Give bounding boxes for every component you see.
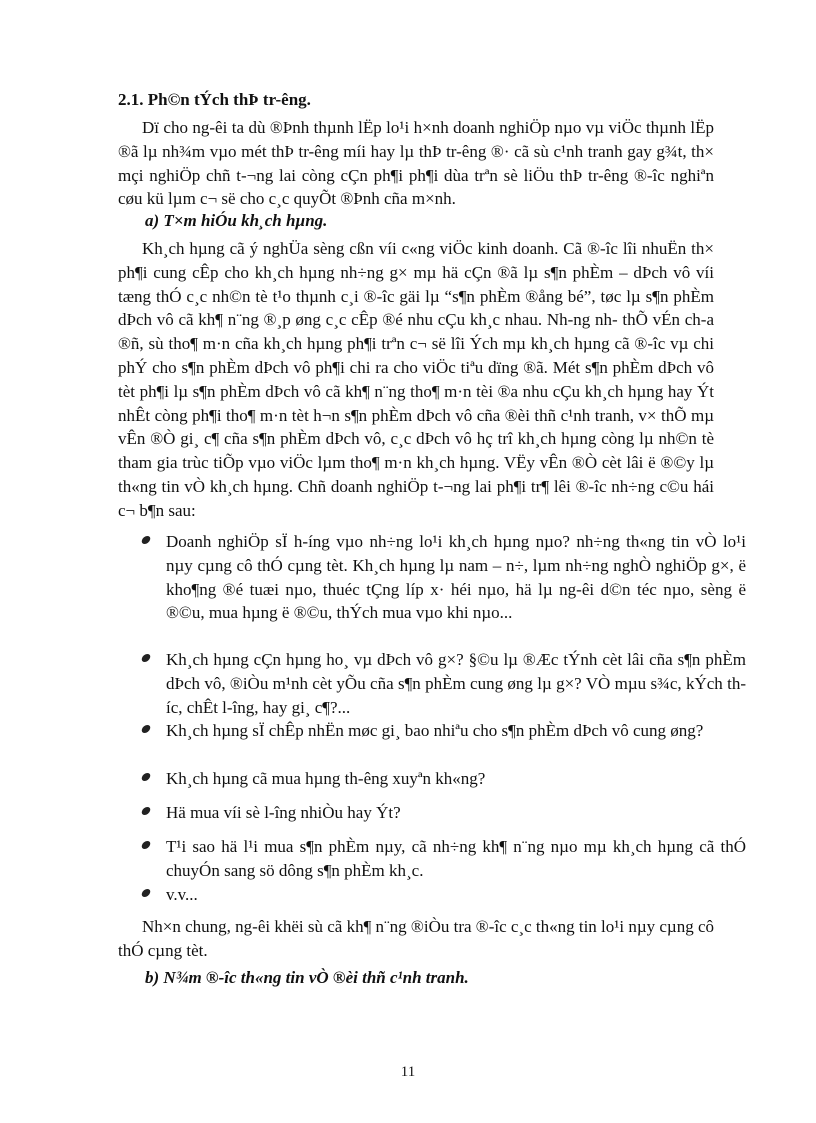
customers-paragraph: Kh¸ch hµng cã ý nghÜa sèng cßn víi c«ng viÖc kinh doanh. Cã ®-îc lîi nhuËn th× ph¶i cung cÊp cho kh¸ch hµng nh÷ng g× mµ hä cÇn ®ã lµ s¶n phÈm – dÞch vô víi tæng thÓ c¸c nh©n tè t¹o thµnh c¸i ®-îc gäi lµ “s¶n phÈm ®ång bé”, tøc lµ s¶n phÈm dÞch vô cã kh¶ n¨ng ®¸p øng c¸c cÊp ®é nhu cÇu kh¸c nhau. Nh-ng nh- thÕ vÉn ch-a ®ñ, sù tho¶ m·n cña kh¸ch hµng ph¶i trªn c¬ së lîi Ých mµ kh¸ch hµng cã ®-îc vµ chi phÝ cho s¶n phÈm dÞch vô ph¶i chi ra cho viÖc tiªu dïng ®ã. Mét s¶n phÈm dÞch vô tèt ph¶i lµ s¶n phÈm dÞch vô cã kh¶ n¨ng tho¶ m·n tèi ®a nhu cÇu kh¸ch hµng hay Ýt nhÊt còng ph¶i tho¶ m·n tèt h¬n s¶n phÈm dÞch vô cña ®èi thñ c¹nh tranh, v× thÕ mµ vÊn ®Ò gi¸ c¶ cña s¶n phÈm dÞch vô, c¸c dÞch vô hç trî kh¸ch hµng còng lµ nh©n tè tham gia trùc tiÕp vµo viÖc lµm tho¶ m·n kh¸ch hµng. VËy vÊn ®Ò cèt lâi ë ®©y lµ th«ng tin vÒ kh¸ch hµng. Chñ doanh nghiÖp t-¬ng lai ph¶i tr¶ lêi ®-îc nh÷ng c©u hái c¬ b¶n sau:: [118, 239, 714, 520]
bullet-icon: [141, 889, 152, 897]
intro-paragraph: Dï cho ng-êi ta dù ®Þnh thµnh lËp lo¹i h×nh doanh nghiÖp nµo vµ viÖc thµnh lËp ®ã lµ nh¾m vµo mét thÞ tr-êng míi hay lµ thÞ tr-êng ®· cã sù c¹nh tranh gay g¾t, th× mçi nghiÖp chñ t-¬ng lai còng cÇn ph¶i ph¶i dùa trªn sè liÖu thÞ tr-êng ®-îc nghiªn cøu kü lµm c¬ së cho c¸c quyÕt ®Þnh cña m×nh.: [118, 118, 714, 209]
list-item-text: Kh¸ch hµng sÏ chÊp nhËn møc gi¸ bao nhiªu cho s¶n phÈm dÞch vô cung øng?: [166, 721, 704, 740]
list-item-text: v.v...: [166, 885, 198, 904]
bullet-icon: [141, 807, 152, 815]
bullet-icon: [141, 654, 152, 662]
bullet-icon: [141, 841, 152, 849]
subheading-b: b) N¾m ®-îc th«ng tin vÒ ®èi thñ c¹nh tranh.: [145, 968, 469, 987]
list-item-text: T¹i sao hä l¹i mua s¶n phÈm nµy, cã nh÷ng kh¶ n¨ng nµo mµ kh¸ch hµng cã thÓ chuyÓn sang sö dông s¶n phÈm kh¸c.: [166, 837, 746, 880]
subheading-a: a) T×m hiÓu kh¸ch hµng.: [145, 211, 328, 230]
list-item-text: Kh¸ch hµng cÇn hµng ho¸ vµ dÞch vô g×? §©u lµ ®Æc tÝnh cèt lâi cña s¶n phÈm dÞch vô, ®iÒu m¹nh cèt yÕu cña s¶n phÈm cung øng lµ g×? VÒ mµu s¾c, kÝch th-íc, chÊt l-îng, hay gi¸ c¶?...: [166, 650, 746, 717]
list-item-text: Kh¸ch hµng cã mua hµng th-êng xuyªn kh«ng?: [166, 769, 486, 788]
page-number: 11: [400, 1064, 416, 1080]
summary-paragraph: Nh×n chung, ng-êi khëi sù cã kh¶ n¨ng ®iÒu tra ®-îc c¸c th«ng tin lo¹i nµy cµng cô thÓ cµng tèt.: [118, 917, 715, 960]
list-item-text: Doanh nghiÖp sÏ h-íng vµo nh÷ng lo¹i kh¸ch hµng nµo? nh÷ng th«ng tin vÒ lo¹i nµy cµng cô thÓ cµng tèt. Kh¸ch hµng lµ nam – n÷, lµm nh÷ng nghÒ nghiÖp g×, ë kho¶ng ®é tuæi nµo, thuéc tÇng líp x· héi nµo, hä lµ ng-êi d©n téc nµo, sèng ë ®©u, mua hµng ë ®©u, thÝch mua vµo khi nµo...: [166, 532, 746, 623]
list-item-text: Hä mua víi sè l-îng nhiÒu hay Ýt?: [166, 803, 401, 822]
bullet-icon: [141, 725, 152, 733]
bullet-icon: [141, 536, 152, 544]
section-heading: 2.1. Ph©n tÝch thÞ tr-êng.: [118, 90, 311, 109]
bullet-icon: [141, 773, 152, 781]
